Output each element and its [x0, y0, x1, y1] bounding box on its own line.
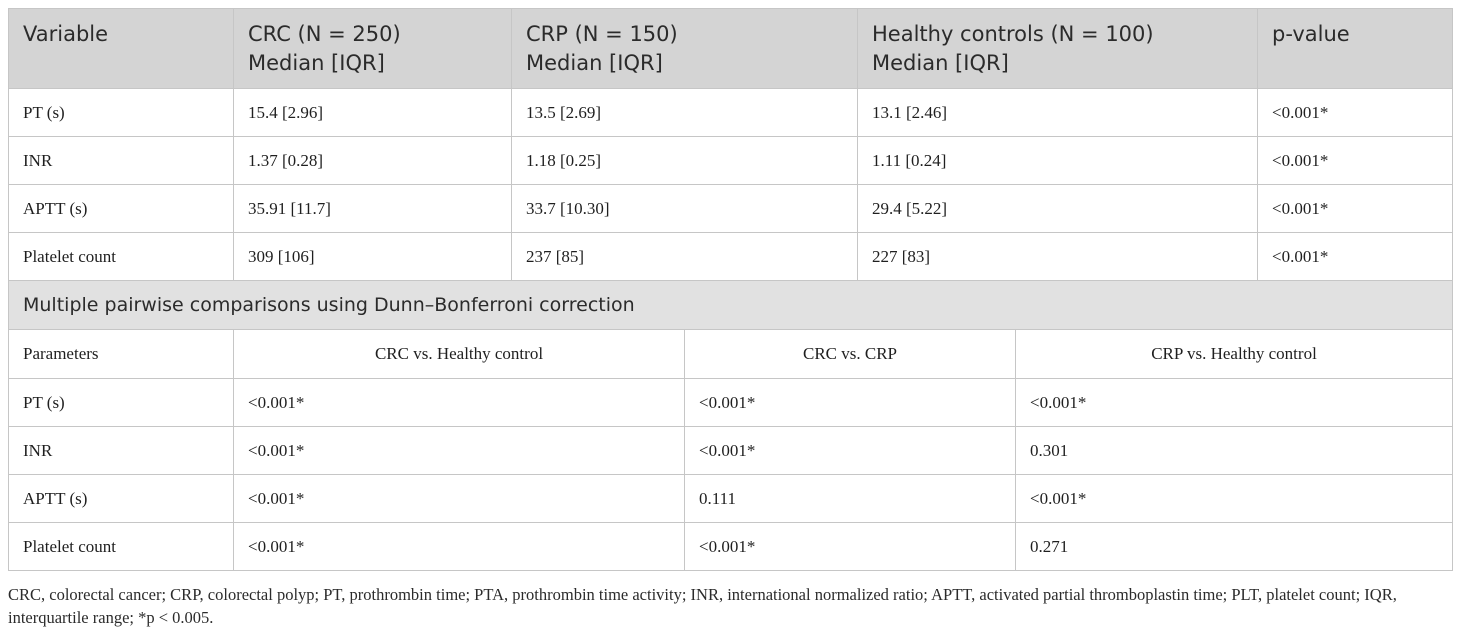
cell-crp-vs-healthy: 0.301 [1016, 427, 1453, 475]
table-row [9, 137, 1453, 185]
cell-crc-vs-healthy: <0.001* [234, 475, 685, 523]
pairwise-header-row [9, 330, 1453, 379]
cell-healthy: 29.4 [5.22] [858, 185, 1258, 233]
cell-variable: Platelet count [9, 233, 234, 281]
header-healthy-line1: Healthy controls (N = 100) [872, 22, 1154, 46]
cell-crc-vs-healthy: <0.001* [234, 523, 685, 571]
cell-healthy: 13.1 [2.46] [858, 89, 1258, 137]
cell-parameter: INR [9, 427, 234, 475]
header-crc-line2: Median [IQR] [248, 51, 385, 75]
cell-pvalue: <0.001* [1258, 137, 1453, 185]
pairwise-row [9, 523, 1453, 571]
cell-variable: APTT (s) [9, 185, 234, 233]
pairwise-row [9, 475, 1453, 523]
pairwise-header-crc-vs-crp: CRC vs. CRP [685, 330, 1016, 379]
cell-crp-vs-healthy: 0.271 [1016, 523, 1453, 571]
cell-healthy: 1.11 [0.24] [858, 137, 1258, 185]
header-pvalue: p-value [1258, 9, 1453, 89]
cell-variable: INR [9, 137, 234, 185]
cell-crp: 13.5 [2.69] [512, 89, 858, 137]
cell-crp-vs-healthy: <0.001* [1016, 475, 1453, 523]
section-row [9, 281, 1453, 330]
header-crc-line1: CRC (N = 250) [248, 22, 401, 46]
table-row [9, 233, 1453, 281]
cell-crc: 1.37 [0.28] [234, 137, 512, 185]
cell-pvalue: <0.001* [1258, 233, 1453, 281]
table-footnote: CRC, colorectal cancer; CRP, colorectal polyp; PT, prothrombin time; PTA, prothrombin time activity; INR, international normalized ratio; APTT, activated partial thromboplastin time; PLT, platelet count; IQR, interquartile range; *p < 0.005. [8, 585, 1397, 627]
cell-healthy: 227 [83] [858, 233, 1258, 281]
cell-crc-vs-crp: 0.111 [685, 475, 1016, 523]
cell-parameter: PT (s) [9, 379, 234, 427]
cell-variable: PT (s) [9, 89, 234, 137]
cell-parameter: APTT (s) [9, 475, 234, 523]
table-row [9, 185, 1453, 233]
cell-crc-vs-healthy: <0.001* [234, 379, 685, 427]
header-variable: Variable [9, 9, 234, 89]
header-healthy-line2: Median [IQR] [872, 51, 1009, 75]
cell-crp: 33.7 [10.30] [512, 185, 858, 233]
cell-crc: 35.91 [11.7] [234, 185, 512, 233]
section-title: Multiple pairwise comparisons using Dunn–Bonferroni correction [9, 281, 1453, 330]
pairwise-header-parameters: Parameters [9, 330, 234, 379]
table-row [9, 89, 1453, 137]
cell-crc-vs-healthy: <0.001* [234, 427, 685, 475]
header-crc [234, 9, 512, 89]
results-table-container [8, 8, 1452, 571]
pairwise-header-crp-vs-healthy: CRP vs. Healthy control [1016, 330, 1453, 379]
cell-crc-vs-crp: <0.001* [685, 379, 1016, 427]
cell-parameter: Platelet count [9, 523, 234, 571]
cell-crp: 237 [85] [512, 233, 858, 281]
header-crp-line1: CRP (N = 150) [526, 22, 678, 46]
cell-crc-vs-crp: <0.001* [685, 427, 1016, 475]
pairwise-row [9, 427, 1453, 475]
header-crp [512, 9, 858, 89]
pairwise-header-crc-vs-healthy: CRC vs. Healthy control [234, 330, 685, 379]
results-table [8, 8, 1453, 571]
cell-pvalue: <0.001* [1258, 185, 1453, 233]
cell-crp: 1.18 [0.25] [512, 137, 858, 185]
cell-pvalue: <0.001* [1258, 89, 1453, 137]
cell-crc: 309 [106] [234, 233, 512, 281]
header-crp-line2: Median [IQR] [526, 51, 663, 75]
table-header-row [9, 9, 1453, 89]
cell-crp-vs-healthy: <0.001* [1016, 379, 1453, 427]
cell-crc-vs-crp: <0.001* [685, 523, 1016, 571]
pairwise-row [9, 379, 1453, 427]
header-healthy [858, 9, 1258, 89]
cell-crc: 15.4 [2.96] [234, 89, 512, 137]
